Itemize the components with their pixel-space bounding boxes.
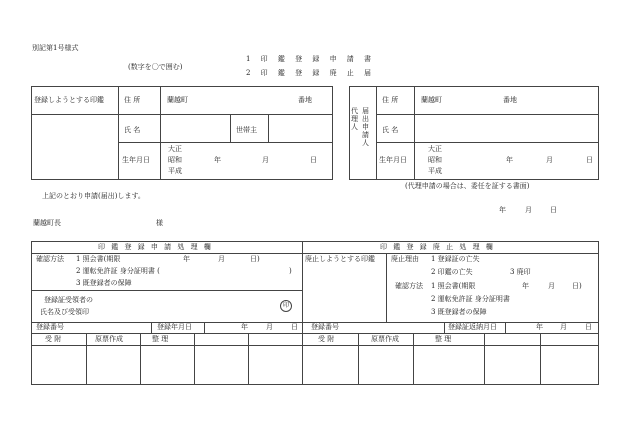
registration-date-year: 年	[241, 323, 248, 331]
abolition-reason-3: 3 廃印	[510, 268, 531, 276]
applicant-address-suffix: 番地	[298, 96, 312, 104]
applicant-householder-label: 世帯主	[236, 126, 257, 134]
registration-method-day: 日)	[250, 255, 260, 263]
applicant-address-value[interactable]: 蘭越町	[167, 96, 188, 104]
agent-address-label: 住 所	[382, 96, 399, 104]
agent-month-unit: 月	[546, 156, 553, 164]
applicant-era-taisho: 大正	[168, 145, 182, 153]
applicant-seal-label: 登録しようとする印鑑	[34, 96, 104, 104]
registration-date-day: 日	[291, 323, 298, 331]
form-id: 別記第1号様式	[32, 44, 79, 52]
agent-address-suffix: 番地	[503, 96, 517, 104]
applicant-name-label: 氏 名	[124, 126, 141, 134]
abolition-method-day: 日)	[572, 282, 582, 290]
abolition-reason-label: 廃止理由	[391, 255, 419, 263]
agent-birth-label: 生年月日	[379, 156, 407, 164]
abolition-reason-1: 1 登録証の亡失	[431, 255, 480, 263]
registration-method-2: 2 運転免許証 身分証明書 (	[76, 267, 160, 275]
applicant-year-unit: 年	[214, 156, 221, 164]
circle-note: (数字を〇で囲む)	[128, 63, 183, 71]
agent-day-unit: 日	[586, 156, 593, 164]
declaration: 上記のとおり申請(届出)します。	[42, 192, 145, 200]
applicant-era-heisei: 平成	[168, 167, 182, 175]
agent-side-label: 代理人	[351, 107, 358, 131]
receipt-label-2: 氏名及び受領印	[40, 308, 89, 316]
mayor-suffix: 様	[156, 219, 163, 227]
abolition-number-label: 登録番号	[311, 323, 339, 331]
abolition-seal-label: 廃止しようとする印鑑	[305, 255, 375, 263]
applicant-address-label: 住 所	[124, 96, 141, 104]
abolition-method-label: 確認方法	[395, 282, 423, 290]
date-year-unit: 年	[499, 206, 506, 214]
proxy-note: (代理申請の場合は、委任を証する書面)	[405, 182, 530, 190]
applicant-month-unit: 月	[262, 156, 269, 164]
receipt-label-1: 登録証受領者の	[44, 296, 93, 304]
agent-year-unit: 年	[506, 156, 513, 164]
agent-era-showa: 昭和	[428, 156, 442, 164]
applicant-era-showa: 昭和	[168, 156, 182, 164]
abolition-col-arrange: 整 理	[435, 335, 452, 343]
title-line-1: 1 印 鑑 登 録 申 請 書	[246, 55, 376, 63]
abolition-return-day: 日	[585, 323, 592, 331]
registration-method-1: 1 照会書(期限	[76, 255, 121, 263]
registration-method-month: 月	[218, 255, 225, 263]
registration-method-year: 年	[183, 255, 190, 263]
date-month-unit: 月	[525, 206, 532, 214]
agent-era-heisei: 平成	[428, 167, 442, 175]
abolition-reason-2: 2 印鑑の亡失	[431, 268, 473, 276]
date-day-unit: 日	[550, 206, 557, 214]
abolition-col-original: 原票作成	[371, 335, 399, 343]
agent-era-taisho: 大正	[428, 145, 442, 153]
registration-method-label: 確認方法	[36, 255, 64, 263]
agent-name-label: 氏 名	[382, 126, 399, 134]
abolition-return-date-label: 登録証返納月日	[448, 323, 497, 331]
registration-method-2-close: )	[289, 267, 292, 275]
registration-col-arrange: 整 理	[152, 335, 169, 343]
applicant-birth-label: 生年月日	[122, 156, 150, 164]
registration-header: 印 鑑 登 録 申 請 処 理 欄	[98, 243, 213, 251]
abolition-header: 印 鑑 登 録 廃 止 処 理 欄	[380, 243, 495, 251]
applicant-day-unit: 日	[310, 156, 317, 164]
agent-address-value[interactable]: 蘭越町	[421, 96, 442, 104]
registration-date-month: 月	[266, 323, 273, 331]
abolition-method-2: 2 運転免許証 身分証明書	[431, 295, 510, 303]
registration-method-3: 3 既登録者の保障	[76, 279, 132, 287]
mayor: 蘭越町長	[33, 219, 61, 227]
registration-col-original: 原票作成	[95, 335, 123, 343]
registration-number-label: 登録番号	[36, 323, 64, 331]
registration-col-receipt: 受 附	[45, 335, 62, 343]
agent-side-label-2: 届出申請人	[362, 107, 369, 147]
abolition-method-3: 3 既登録者の保障	[431, 308, 487, 316]
seal-mark-icon: 印	[280, 300, 292, 312]
abolition-method-year: 年	[522, 282, 529, 290]
abolition-col-receipt: 受 附	[318, 335, 335, 343]
abolition-return-year: 年	[536, 323, 543, 331]
registration-date-label: 登録年月日	[157, 323, 192, 331]
abolition-return-month: 月	[560, 323, 567, 331]
abolition-method-month: 月	[548, 282, 555, 290]
title-line-2: 2 印 鑑 登 録 廃 止 届	[246, 69, 376, 77]
abolition-method-1: 1 照会書(期限	[431, 282, 476, 290]
